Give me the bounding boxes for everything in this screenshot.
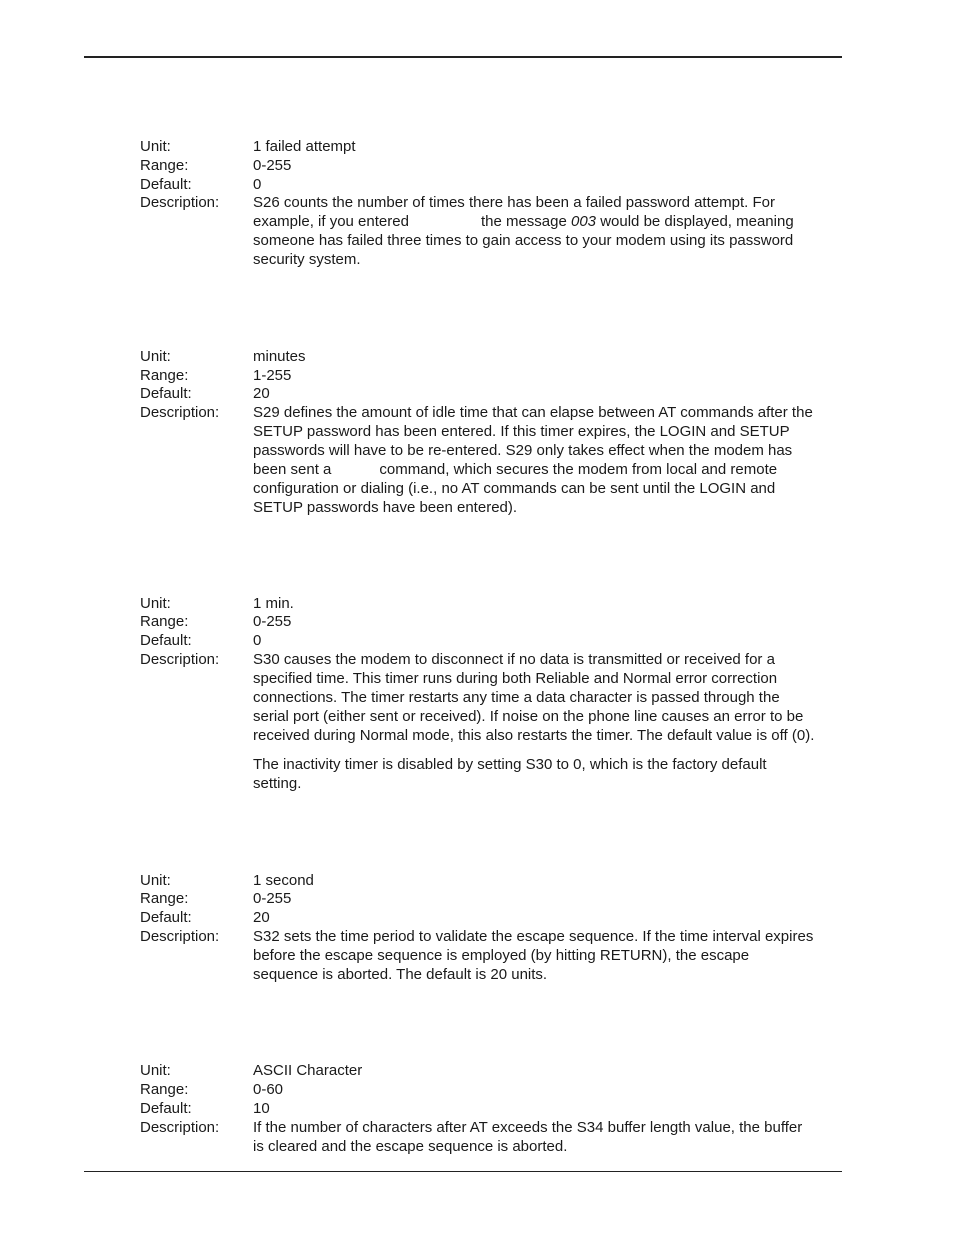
- range-label: Range:: [140, 157, 189, 174]
- description-line: setting.: [253, 775, 302, 792]
- description-line: sequence is aborted. The default is 20 units.: [253, 966, 548, 983]
- description-line: S29 defines the amount of idle time that can elapse between AT commands after the: [253, 404, 813, 421]
- unit-label: Unit:: [140, 872, 171, 889]
- description-line: SETUP passwords have been entered).: [253, 499, 518, 516]
- default-value: 20: [253, 385, 270, 402]
- description-line: passwords will have to be re-entered. S29 only takes effect when the modem has: [253, 442, 793, 459]
- default-label: Default:: [140, 632, 192, 649]
- header-rule: [84, 56, 842, 58]
- message-code: 003: [571, 213, 597, 230]
- description-fragment: been sent a: [253, 461, 332, 478]
- unit-value: 1 second: [253, 872, 314, 889]
- description-label: Description:: [140, 651, 220, 668]
- unit-value: 1 failed attempt: [253, 138, 356, 155]
- description-note: [253, 755, 843, 793]
- description-text: [253, 403, 843, 517]
- range-label: Range:: [140, 613, 189, 630]
- default-value: 0: [253, 632, 262, 649]
- description-line: S32 sets the time period to validate the escape sequence. If the time interval expires: [253, 928, 814, 945]
- range-label: Range:: [140, 367, 189, 384]
- range-value: 0-255: [253, 157, 292, 174]
- range-label: Range:: [140, 890, 189, 907]
- description-line: SETUP password has been entered. If this timer expires, the LOGIN and SETUP: [253, 423, 790, 440]
- default-label: Default:: [140, 385, 192, 402]
- description-text: [253, 1118, 843, 1156]
- default-label: Default:: [140, 1100, 192, 1117]
- range-value: 1-255: [253, 367, 292, 384]
- description-label: Description:: [140, 404, 220, 421]
- unit-label: Unit:: [140, 595, 171, 612]
- description-line: S26 counts the number of times there has been a failed password attempt. For: [253, 194, 775, 211]
- range-value: 0-60: [253, 1081, 284, 1098]
- description-fragment: the message: [480, 213, 567, 230]
- unit-value: minutes: [253, 348, 306, 365]
- description-label: Description:: [140, 194, 220, 211]
- description-line: [253, 212, 843, 231]
- description-line: [253, 460, 843, 479]
- unit-value: ASCII Character: [253, 1062, 363, 1079]
- unit-value: 1 min.: [253, 595, 294, 612]
- range-label: Range:: [140, 1081, 189, 1098]
- footer-rule: [84, 1171, 842, 1172]
- description-text: [253, 193, 843, 269]
- unit-label: Unit:: [140, 138, 171, 155]
- default-value: 20: [253, 909, 270, 926]
- description-label: Description:: [140, 928, 220, 945]
- description-line: If the number of characters after AT exceeds the S34 buffer length value, the buffer: [253, 1119, 803, 1136]
- default-label: Default:: [140, 909, 192, 926]
- description-line: received during Normal mode, this also restarts the timer. The default value is off (0).: [253, 727, 815, 744]
- description-line: The inactivity timer is disabled by setting S30 to 0, which is the factory default: [253, 756, 767, 773]
- description-text: [253, 650, 843, 745]
- default-value: 10: [253, 1100, 270, 1117]
- description-line: configuration or dialing (i.e., no AT commands can be sent until the LOGIN and: [253, 480, 776, 497]
- description-fragment: would be displayed, meaning: [600, 213, 794, 230]
- unit-label: Unit:: [140, 1062, 171, 1079]
- description-fragment: example, if you entered: [253, 213, 409, 230]
- description-label: Description:: [140, 1119, 220, 1136]
- description-line: serial port (either sent or received). If noise on the phone line causes an error to be: [253, 708, 804, 725]
- unit-label: Unit:: [140, 348, 171, 365]
- range-value: 0-255: [253, 890, 292, 907]
- description-text: [253, 927, 843, 984]
- default-label: Default:: [140, 176, 192, 193]
- description-line: connections. The timer restarts any time a data character is passed through the: [253, 689, 780, 706]
- description-line: security system.: [253, 251, 361, 268]
- description-line: specified time. This timer runs during both Reliable and Normal error correction: [253, 670, 778, 687]
- description-line: someone has failed three times to gain access to your modem using its password: [253, 232, 794, 249]
- description-line: S30 causes the modem to disconnect if no data is transmitted or received for a: [253, 651, 775, 668]
- default-value: 0: [253, 176, 262, 193]
- description-line: is cleared and the escape sequence is aborted.: [253, 1138, 568, 1155]
- description-line: before the escape sequence is employed (by hitting RETURN), the escape: [253, 947, 750, 964]
- range-value: 0-255: [253, 613, 292, 630]
- description-fragment: command, which secures the modem from local and remote: [379, 461, 778, 478]
